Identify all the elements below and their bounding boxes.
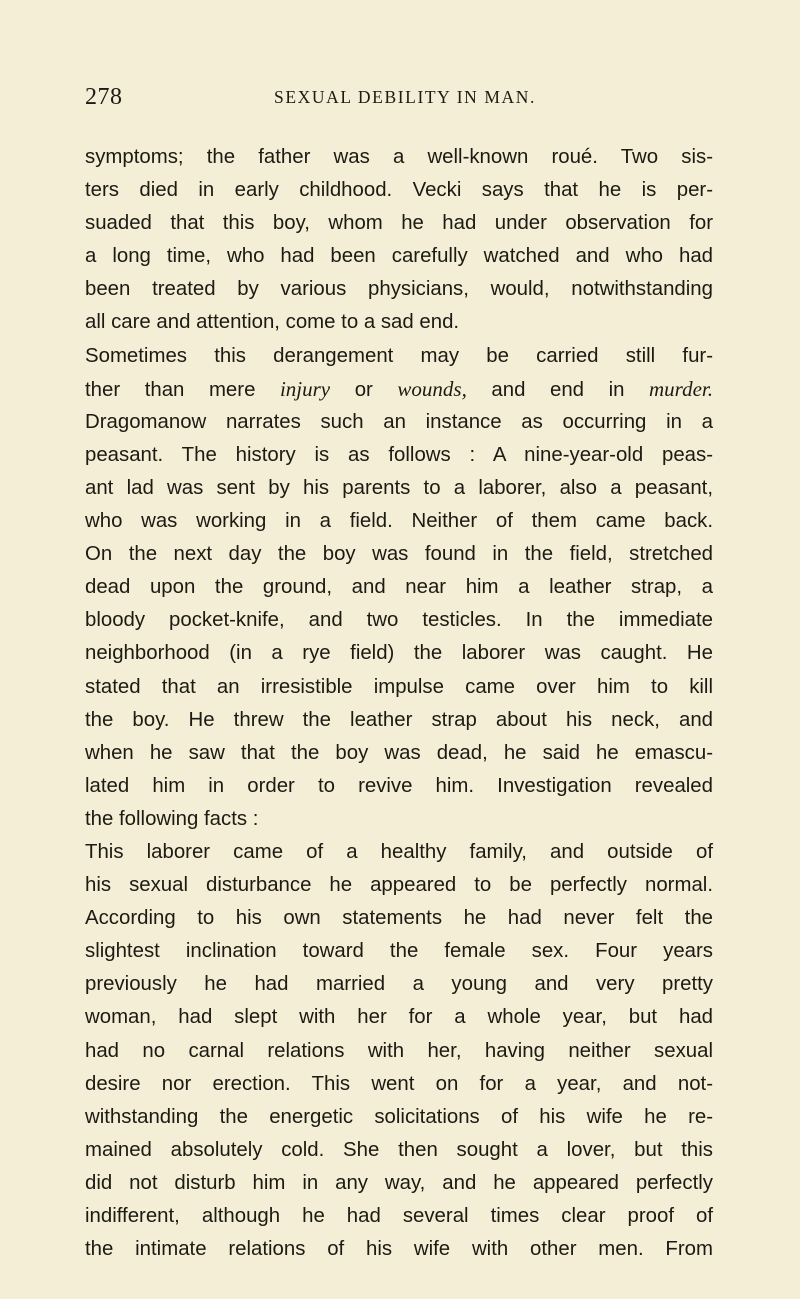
text-line: the boy. He threw the leather strap about his neck, and: [85, 708, 713, 731]
italic-term: wounds,: [397, 376, 467, 401]
text-line: slightest inclination toward the female sex. Four years: [85, 940, 713, 963]
text-line: neighborhood (in a rye field) the laborer was caught. He: [85, 642, 713, 665]
text-line: had no carnal relations with her, having neither sexual: [85, 1039, 713, 1062]
text-line: woman, had slept with her for a whole year, but had: [85, 1006, 713, 1029]
body-text: [85, 141, 713, 1266]
text-line: been treated by various physicians, would, notwithstanding: [85, 278, 713, 301]
text-line: the intimate relations of his wife with other men. From: [85, 1238, 713, 1261]
text-line: indifferent, although he had several times clear proof of: [85, 1205, 713, 1227]
text-line: Dragomanow narrates such an instance as occurring in a: [85, 410, 713, 433]
text-line: did not disturb him in any way, and he appeared perfectly: [85, 1171, 713, 1194]
text-line: the following facts :: [85, 807, 259, 830]
text-line: stated that an irresistible impulse came over him to kill: [85, 675, 713, 698]
text-line: According to his own statements he had never felt the: [85, 907, 713, 930]
text-line: his sexual disturbance he appeared to be perfectly normal.: [85, 874, 713, 897]
text-line: lated him in order to revive him. Investigation revealed: [85, 774, 713, 797]
page-header: [85, 84, 725, 118]
text-line: all care and attention, come to a sad end.: [85, 311, 460, 334]
text-run: or: [330, 378, 398, 401]
text-line: dead upon the ground, and near him a leather strap, a: [85, 576, 713, 599]
text-line: ters died in early childhood. Vecki says that he is per-: [85, 179, 713, 202]
text-line: [85, 373, 713, 406]
italic-term: injury: [279, 376, 331, 401]
running-head: SEXUAL DEBILITY IN MAN.: [273, 87, 536, 107]
text-line: a long time, who had been carefully watched and who had: [85, 245, 713, 268]
text-line: ant lad was sent by his parents to a laborer, also a peasant,: [85, 476, 713, 499]
page-number: 278: [85, 84, 123, 110]
text-line: who was working in a field. Neither of them came back.: [85, 510, 713, 533]
italic-term: murder.: [649, 376, 713, 401]
text-line: bloody pocket-knife, and two testicles. In the immediate: [85, 609, 713, 632]
text-run: ther than mere: [85, 378, 280, 401]
text-line: Sometimes this derangement may be carried still fur-: [85, 344, 713, 367]
text-line: withstanding the energetic solicitations of his wife he re-: [85, 1105, 713, 1128]
text-run: and end in: [466, 378, 650, 401]
text-line: when he saw that the boy was dead, he said he emascu-: [85, 741, 713, 764]
text-line: On the next day the boy was found in the field, stretched: [85, 543, 713, 566]
text-line: suaded that this boy, whom he had under observation for: [85, 212, 713, 235]
text-line: symptoms; the father was a well-known roué. Two sis-: [85, 146, 713, 168]
text-line: This laborer came of a healthy family, and outside of: [85, 840, 713, 863]
text-line: peasant. The history is as follows : A nine-year-old peas-: [85, 443, 713, 466]
text-line: mained absolutely cold. She then sought a lover, but this: [85, 1138, 713, 1161]
text-line: desire nor erection. This went on for a year, and not-: [85, 1072, 713, 1095]
text-line: previously he had married a young and very pretty: [85, 973, 713, 996]
